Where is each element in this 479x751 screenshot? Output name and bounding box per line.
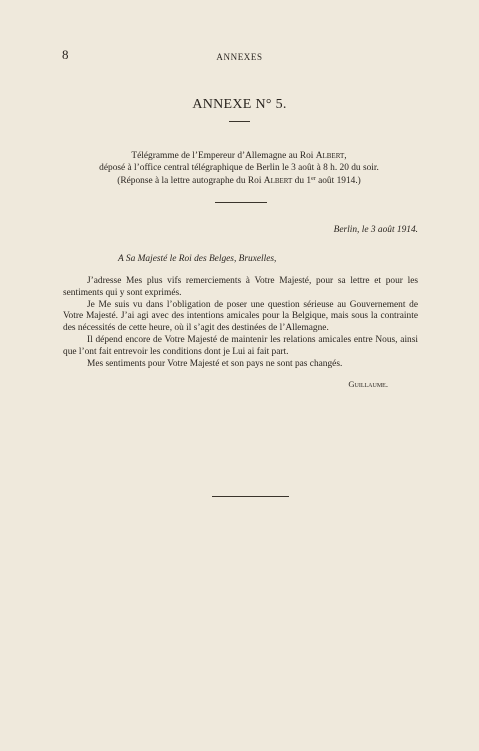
paragraph: J’adresse Mes plus vifs remerciements à Votre Majesté, pour sa lettre et pour les sentiments qui y sont exprimés. bbox=[63, 276, 418, 298]
running-header: ANNEXES bbox=[216, 52, 263, 62]
heading-line-3: (Réponse à la lettre autographe du Roi Albert du 1er août 1914.) bbox=[117, 175, 361, 186]
end-divider bbox=[212, 496, 289, 497]
annex-title: ANNEXE N° 5. bbox=[192, 97, 287, 112]
telegram-heading bbox=[60, 150, 418, 187]
paragraph: Je Me suis vu dans l’obligation de poser une question sérieuse au Gouvernement de Votre Majesté. J’ai agi avec des intentions amicales pour la Belgique, mais sous la contrainte des nécessités de cette heure, où il s’agit des destinées de l’Allemagne. bbox=[63, 299, 418, 334]
paragraph: Mes sentiments pour Votre Majesté et son pays ne sont pas changés. bbox=[87, 358, 343, 369]
heading-line-2: déposé à l’office central télégraphique de Berlin le 3 août à 8 h. 20 du soir. bbox=[99, 163, 379, 174]
signature: Guillaume. bbox=[348, 379, 388, 389]
paragraph: Il dépend encore de Votre Majesté de maintenir les relations amicales entre Nous, ainsi que l’ont fait entrevoir les conditions dont je Lui ai fait part. bbox=[63, 334, 418, 357]
king-name: Albert, bbox=[315, 151, 347, 161]
title-divider bbox=[229, 121, 250, 122]
page-number: 8 bbox=[62, 47, 69, 62]
dateline: Berlin, le 3 août 1914. bbox=[333, 225, 418, 235]
telegram-body bbox=[63, 276, 418, 370]
heading-line-1: Télégramme de l’Empereur d’Allemagne au Roi Albert, bbox=[131, 151, 347, 161]
section-divider bbox=[215, 202, 267, 203]
addressee: A Sa Majesté le Roi des Belges, Bruxelles, bbox=[118, 254, 277, 264]
king-name: Albert bbox=[263, 175, 293, 186]
